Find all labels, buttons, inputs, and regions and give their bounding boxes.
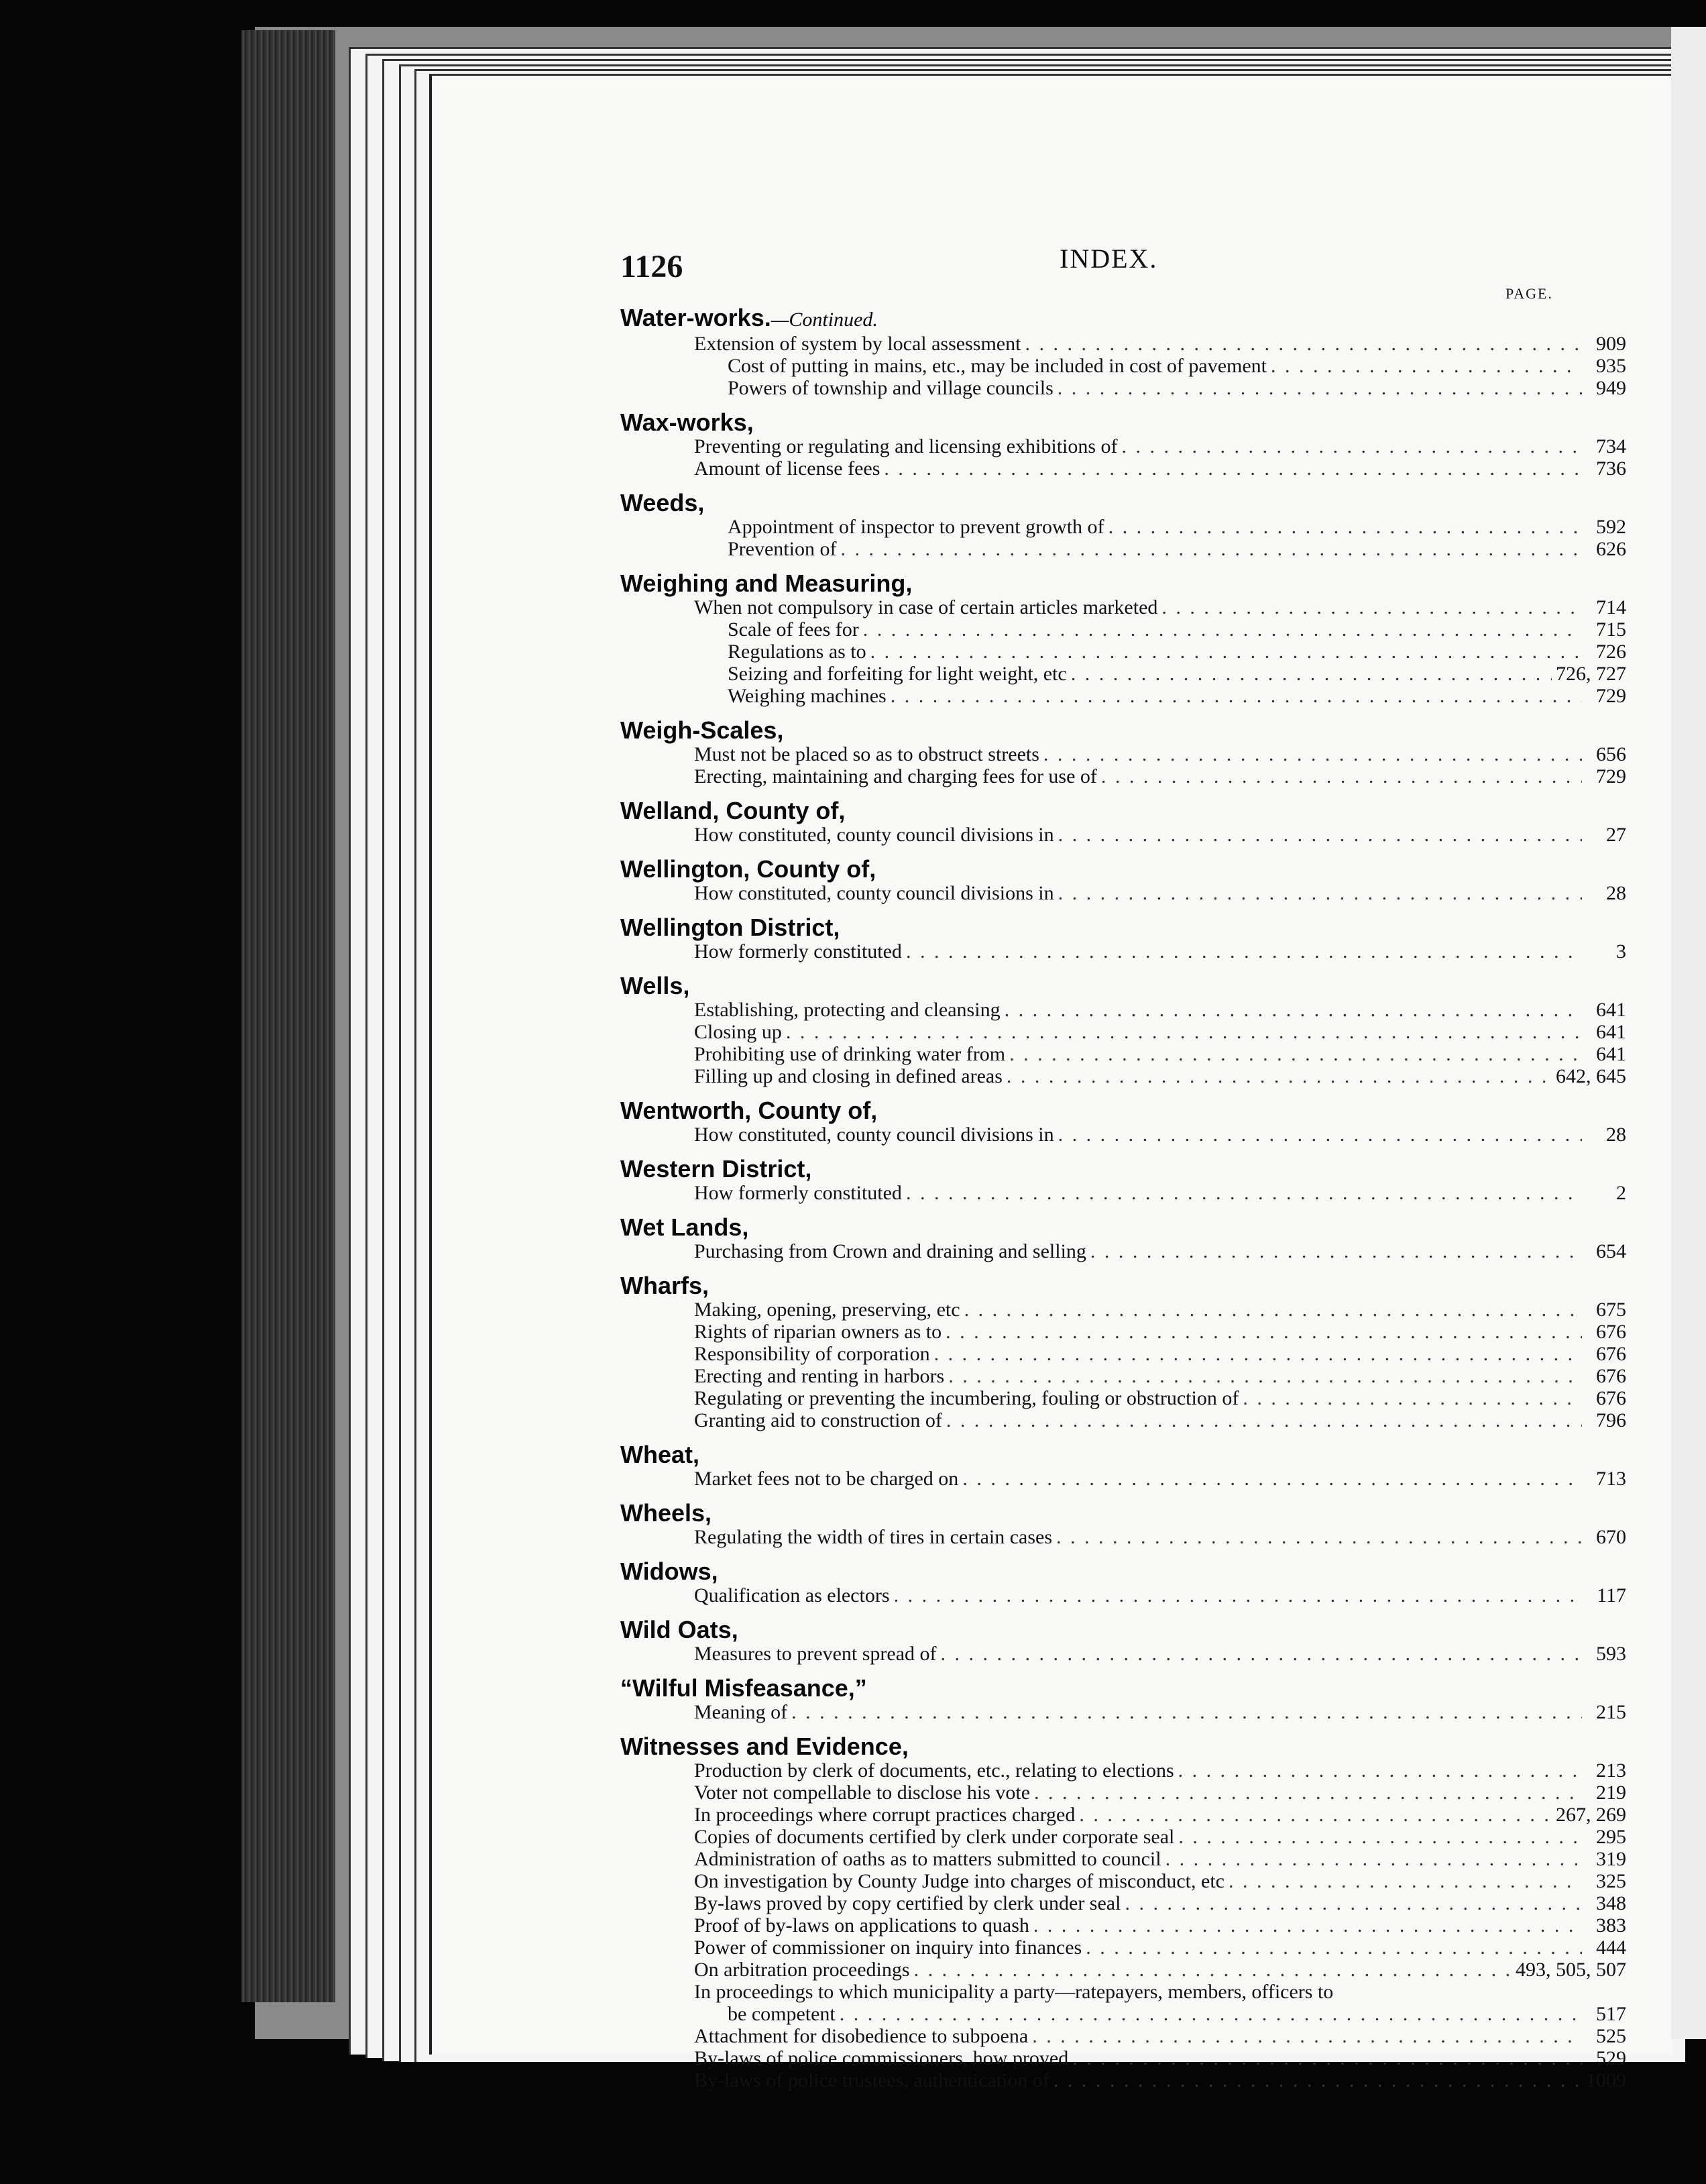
entry-heading-text: Widows, — [620, 1558, 718, 1585]
subentry-label: How constituted, county council divisions in — [694, 1124, 1054, 1146]
index-entry — [620, 410, 1626, 480]
index-subentry — [620, 1643, 1626, 1665]
entry-heading — [620, 857, 1626, 882]
subentry-label: Preventing or regulating and licensing exhibitions of — [694, 435, 1118, 457]
subentry-label: Qualification as electors — [694, 1584, 890, 1606]
dot-leader — [946, 1409, 1582, 1431]
dot-leader — [1005, 999, 1582, 1021]
index-subentry — [620, 1043, 1626, 1065]
index-entry — [620, 798, 1626, 846]
subentry-label: Appointment of inspector to prevent growth of — [728, 516, 1104, 538]
page-reference: 28 — [1606, 1124, 1626, 1146]
page-reference: 729 — [1596, 685, 1626, 707]
subentry-label: Filling up and closing in defined areas — [694, 1065, 1003, 1087]
entry-heading — [620, 410, 1626, 435]
page-reference: 641 — [1596, 1021, 1626, 1043]
index-subentry — [620, 333, 1626, 355]
dot-leader — [1056, 1526, 1582, 1548]
dot-leader — [962, 1468, 1582, 1490]
index-entry — [620, 1500, 1626, 1548]
page-column-label: PAGE. — [1505, 285, 1553, 302]
page-reference: 676 — [1596, 1343, 1626, 1365]
entry-spacer — [620, 1431, 1626, 1442]
subentry-label: Power of commissioner on inquiry into finances — [694, 1936, 1082, 1959]
index-subentry — [620, 1826, 1626, 1848]
dot-leader — [840, 538, 1582, 560]
index-subentry — [620, 1526, 1626, 1548]
subentry-label: Attachment for disobedience to subpoena — [694, 2025, 1029, 2047]
index-subentry — [620, 2047, 1626, 2069]
subentry-label: be competent — [728, 2003, 836, 2025]
subentry-label: Must not be placed so as to obstruct streets — [694, 743, 1039, 765]
page-reference: 736 — [1596, 457, 1626, 480]
entry-heading — [620, 305, 1626, 333]
index-subentry — [620, 457, 1626, 480]
subentry-label: On investigation by County Judge into charges of misconduct, etc — [694, 1870, 1225, 1892]
entry-heading-text: Water-works. — [620, 304, 771, 331]
subentry-label: Weighing machines — [728, 685, 887, 707]
index-entry — [620, 857, 1626, 904]
dot-leader — [1079, 1804, 1552, 1826]
page-reference: 592 — [1596, 516, 1626, 538]
dot-leader — [1009, 1043, 1582, 1065]
dot-leader — [934, 1343, 1582, 1365]
index-entry — [620, 571, 1626, 707]
subentry-label: By-laws of police commissioners, how proved — [694, 2047, 1069, 2069]
page-reference: 641 — [1596, 999, 1626, 1021]
dot-leader — [1025, 333, 1582, 355]
index-subentry — [620, 435, 1626, 457]
index-entry — [620, 1734, 1626, 2091]
dot-leader — [1058, 1124, 1582, 1146]
index-subentry — [620, 1936, 1626, 1959]
dot-leader — [1178, 1759, 1582, 1782]
page-reference: 1009 — [1586, 2069, 1626, 2091]
page-reference: 734 — [1596, 435, 1626, 457]
subentry-label: Regulations as to — [728, 641, 866, 663]
index-entry — [620, 1442, 1626, 1490]
dot-leader — [1243, 1387, 1582, 1409]
entry-heading — [620, 718, 1626, 743]
entry-heading-text: Wellington, County of, — [620, 855, 876, 883]
dot-leader — [884, 457, 1582, 480]
entry-heading-text: Wheat, — [620, 1441, 700, 1468]
page-reference: 383 — [1596, 1914, 1626, 1936]
index-subentry — [620, 618, 1626, 641]
dot-leader — [786, 1021, 1582, 1043]
dot-leader — [1122, 435, 1582, 457]
dot-leader — [941, 1643, 1582, 1665]
subentry-label: Meaning of — [694, 1701, 788, 1723]
dot-leader — [840, 2003, 1582, 2025]
index-subentry — [620, 1759, 1626, 1782]
continued-note: —Continued. — [771, 309, 878, 331]
dot-leader — [870, 641, 1582, 663]
subentry-label: Cost of putting in mains, etc., may be included in cost of pavement — [728, 355, 1267, 377]
page-reference: 444 — [1596, 1936, 1626, 1959]
subentry-label: Granting aid to construction of — [694, 1409, 942, 1431]
index-subentry — [620, 1409, 1626, 1431]
dot-leader — [946, 1321, 1582, 1343]
subentry-label: Powers of township and village councils — [728, 377, 1054, 399]
dot-leader — [891, 685, 1582, 707]
index-entry — [620, 1215, 1626, 1262]
page-reference: 529 — [1596, 2047, 1626, 2069]
entry-heading-text: Western District, — [620, 1155, 812, 1183]
page-reference: 676 — [1596, 1321, 1626, 1343]
page-reference: 219 — [1596, 1782, 1626, 1804]
book-fore-edge — [241, 30, 335, 2002]
page-reference: 726, 727 — [1556, 663, 1626, 685]
entry-heading — [620, 1734, 1626, 1759]
page-reference: 215 — [1596, 1701, 1626, 1723]
page-reference: 295 — [1596, 1826, 1626, 1848]
subentry-label: Erecting and renting in harbors — [694, 1365, 945, 1387]
index-entry — [620, 718, 1626, 787]
subentry-label: Prevention of — [728, 538, 837, 560]
subentry-label: Establishing, protecting and cleansing — [694, 999, 1001, 1021]
subentry-label: Regulating or preventing the incumbering, fouling or obstruction of — [694, 1387, 1239, 1409]
index-subentry — [620, 516, 1626, 538]
dot-leader — [906, 940, 1582, 963]
index-subentry — [620, 1182, 1626, 1204]
entry-heading-text: Wax-works, — [620, 408, 754, 436]
subentry-label: Making, opening, preserving, etc — [694, 1299, 960, 1321]
entry-heading-text: Weeds, — [620, 489, 705, 516]
page-reference: 213 — [1596, 1759, 1626, 1782]
subentry-label: Copies of documents certified by clerk under corporate seal — [694, 1826, 1175, 1848]
entry-heading — [620, 915, 1626, 940]
index-subentry — [620, 1321, 1626, 1343]
index-subentry — [620, 1468, 1626, 1490]
index-entry — [620, 1273, 1626, 1431]
subentry-label: Closing up — [694, 1021, 782, 1043]
entry-heading-text: Wells, — [620, 972, 690, 999]
index-list — [620, 305, 1626, 2091]
page-reference: 654 — [1596, 1240, 1626, 1262]
subentry-label: Regulating the width of tires in certain cases — [694, 1526, 1053, 1548]
page-reference: 325 — [1596, 1870, 1626, 1892]
page-reference: 525 — [1596, 2025, 1626, 2047]
index-subentry — [620, 1365, 1626, 1387]
dot-leader — [1058, 377, 1582, 399]
index-entry — [620, 1676, 1626, 1723]
subentry-label: On arbitration proceedings — [694, 1959, 910, 1981]
entry-heading-text: Witnesses and Evidence, — [620, 1733, 909, 1760]
dot-leader — [1165, 1848, 1582, 1870]
entry-heading-text: Weighing and Measuring, — [620, 569, 913, 597]
index-subentry — [620, 1065, 1626, 1087]
index-subentry — [620, 2069, 1626, 2091]
subentry-label: Production by clerk of documents, etc., relating to elections — [694, 1759, 1174, 1782]
page-reference: 675 — [1596, 1299, 1626, 1321]
dot-leader — [1178, 1826, 1582, 1848]
page-reference: 2 — [1616, 1182, 1626, 1204]
subentry-label: By-laws proved by copy certified by clerk under seal — [694, 1892, 1121, 1914]
dot-leader — [791, 1701, 1582, 1723]
entry-spacer — [620, 1606, 1626, 1617]
index-subentry — [620, 1584, 1626, 1606]
page-reference: 319 — [1596, 1848, 1626, 1870]
entry-spacer — [620, 480, 1626, 490]
entry-spacer — [620, 963, 1626, 973]
right-margin — [1671, 27, 1706, 2039]
index-subentry — [620, 1981, 1626, 2003]
entry-heading-text: Wet Lands, — [620, 1213, 749, 1241]
entry-heading — [620, 973, 1626, 999]
index-subentry — [620, 1387, 1626, 1409]
entry-heading-text: Weigh-Scales, — [620, 716, 784, 744]
index-subentry — [620, 1782, 1626, 1804]
subentry-label: Market fees not to be charged on — [694, 1468, 959, 1490]
index-subentry — [620, 1124, 1626, 1146]
dot-leader — [1125, 1892, 1582, 1914]
index-entry — [620, 1156, 1626, 1204]
index-entry — [620, 915, 1626, 963]
dot-leader — [914, 1959, 1512, 1981]
index-subentry — [620, 1299, 1626, 1321]
subentry-label: Administration of oaths as to matters submitted to council — [694, 1848, 1161, 1870]
entry-heading — [620, 1215, 1626, 1240]
subentry-label: Measures to prevent spread of — [694, 1643, 937, 1665]
entry-heading — [620, 490, 1626, 516]
index-subentry — [620, 824, 1626, 846]
dot-leader — [1054, 2069, 1582, 2091]
entry-heading-text: Wheels, — [620, 1499, 712, 1527]
entry-spacer — [620, 1490, 1626, 1500]
page-reference: 641 — [1596, 1043, 1626, 1065]
page-number: 1126 — [620, 249, 683, 284]
dot-leader — [1034, 1782, 1582, 1804]
entry-heading — [620, 798, 1626, 824]
dot-leader — [1032, 2025, 1582, 2047]
page-title: INDEX. — [1060, 243, 1158, 274]
dot-leader — [1271, 355, 1582, 377]
index-entry — [620, 490, 1626, 560]
entry-spacer — [620, 1204, 1626, 1215]
page-reference: 729 — [1596, 765, 1626, 787]
subentry-label: Voter not compellable to disclose his vote — [694, 1782, 1031, 1804]
index-subentry — [620, 999, 1626, 1021]
page-reference: 714 — [1596, 596, 1626, 618]
subentry-label: Amount of license fees — [694, 457, 880, 480]
subentry-label: How constituted, county council divisions in — [694, 882, 1054, 904]
page-reference: 726 — [1596, 641, 1626, 663]
dot-leader — [906, 1182, 1582, 1204]
subentry-label: In proceedings to which municipality a party—ratepayers, members, officers to — [694, 1981, 1334, 2003]
index-subentry — [620, 1343, 1626, 1365]
subentry-label: Erecting, maintaining and charging fees for use of — [694, 765, 1097, 787]
page-reference: 117 — [1597, 1584, 1626, 1606]
index-subentry — [620, 765, 1626, 787]
dot-leader — [1043, 743, 1582, 765]
index-subentry — [620, 1914, 1626, 1936]
page-reference: 593 — [1596, 1643, 1626, 1665]
subentry-label: Seizing and forfeiting for light weight, etc — [728, 663, 1067, 685]
index-subentry — [620, 1240, 1626, 1262]
dot-leader — [1161, 596, 1582, 618]
entry-heading — [620, 1559, 1626, 1584]
page-reference: 28 — [1606, 882, 1626, 904]
page-reference: 267, 269 — [1556, 1804, 1626, 1826]
page-reference: 493, 505, 507 — [1516, 1959, 1626, 1981]
index-subentry — [620, 685, 1626, 707]
index-subentry — [620, 538, 1626, 560]
entry-heading — [620, 1156, 1626, 1182]
entry-spacer — [620, 1262, 1626, 1273]
entry-spacer — [620, 399, 1626, 410]
entry-heading — [620, 1273, 1626, 1299]
page-reference: 713 — [1596, 1468, 1626, 1490]
dot-leader — [894, 1584, 1582, 1606]
dot-leader — [1058, 882, 1582, 904]
index-subentry — [620, 743, 1626, 765]
index-subentry — [620, 641, 1626, 663]
page-reference: 949 — [1596, 377, 1626, 399]
subentry-label: How formerly constituted — [694, 940, 902, 963]
dot-leader — [1072, 2047, 1582, 2069]
entry-heading — [620, 1442, 1626, 1468]
index-subentry — [620, 940, 1626, 963]
entry-heading-text: Wharfs, — [620, 1272, 709, 1299]
page-reference: 3 — [1616, 940, 1626, 963]
index-subentry — [620, 882, 1626, 904]
entry-heading-text: Wentworth, County of, — [620, 1097, 878, 1124]
subentry-label: By-laws of police trustees, authentication of — [694, 2069, 1049, 2091]
page-reference: 909 — [1596, 333, 1626, 355]
page-reference: 935 — [1596, 355, 1626, 377]
dot-leader — [1007, 1065, 1552, 1087]
entry-heading — [620, 1676, 1626, 1701]
page-reference: 796 — [1596, 1409, 1626, 1431]
subentry-label: Purchasing from Crown and draining and selling — [694, 1240, 1086, 1262]
index-subentry — [620, 2025, 1626, 2047]
subentry-label: When not compulsory in case of certain articles marketed — [694, 596, 1158, 618]
dot-leader — [1101, 765, 1582, 787]
subentry-label: Proof of by-laws on applications to quash — [694, 1914, 1029, 1936]
page-reference: 676 — [1596, 1365, 1626, 1387]
index-subentry — [620, 663, 1626, 685]
dot-leader — [863, 618, 1582, 641]
entry-heading — [620, 1500, 1626, 1526]
entry-heading-text: Wellington District, — [620, 914, 840, 941]
dot-leader — [948, 1365, 1582, 1387]
entry-heading-text: Welland, County of, — [620, 797, 846, 824]
subentry-label: Responsibility of corporation — [694, 1343, 930, 1365]
page-reference: 670 — [1596, 1526, 1626, 1548]
index-entry — [620, 1098, 1626, 1146]
index-entry — [620, 1617, 1626, 1665]
dot-leader — [1033, 1914, 1582, 1936]
index-subentry — [620, 1870, 1626, 1892]
entry-heading — [620, 571, 1626, 596]
subentry-label: Scale of fees for — [728, 618, 859, 641]
subentry-label: In proceedings where corrupt practices charged — [694, 1804, 1076, 1826]
dot-leader — [1071, 663, 1552, 685]
index-subentry — [620, 355, 1626, 377]
index-subentry — [620, 596, 1626, 618]
page-reference: 715 — [1596, 618, 1626, 641]
index-subentry — [620, 1959, 1626, 1981]
index-subentry — [620, 1892, 1626, 1914]
subentry-label: How formerly constituted — [694, 1182, 902, 1204]
entry-heading — [620, 1098, 1626, 1124]
entry-heading — [620, 1617, 1626, 1643]
dot-leader — [1090, 1240, 1582, 1262]
index-entry — [620, 1559, 1626, 1606]
page-reference: 517 — [1596, 2003, 1626, 2025]
dot-leader — [1086, 1936, 1582, 1959]
subentry-label: Extension of system by local assessment — [694, 333, 1021, 355]
page-reference: 348 — [1596, 1892, 1626, 1914]
index-entry — [620, 305, 1626, 399]
entry-spacer — [620, 1548, 1626, 1559]
dot-leader — [1058, 824, 1582, 846]
dot-leader — [1229, 1870, 1582, 1892]
subentry-label: How constituted, county council divisions in — [694, 824, 1054, 846]
index-subentry — [620, 2003, 1626, 2025]
dot-leader — [1108, 516, 1582, 538]
page-reference: 676 — [1596, 1387, 1626, 1409]
index-subentry — [620, 1848, 1626, 1870]
entry-heading-text: Wild Oats, — [620, 1616, 738, 1643]
entry-heading-text: “Wilful Misfeasance,” — [620, 1674, 867, 1702]
index-entry — [620, 973, 1626, 1087]
subentry-label: Prohibiting use of drinking water from — [694, 1043, 1006, 1065]
page-reference: 626 — [1596, 538, 1626, 560]
page-reference: 642, 645 — [1556, 1065, 1626, 1087]
page-reference: 27 — [1606, 824, 1626, 846]
dot-leader — [964, 1299, 1582, 1321]
index-subentry — [620, 1804, 1626, 1826]
page-reference: 656 — [1596, 743, 1626, 765]
index-subentry — [620, 1701, 1626, 1723]
subentry-label: Rights of riparian owners as to — [694, 1321, 942, 1343]
index-subentry — [620, 377, 1626, 399]
index-subentry — [620, 1021, 1626, 1043]
